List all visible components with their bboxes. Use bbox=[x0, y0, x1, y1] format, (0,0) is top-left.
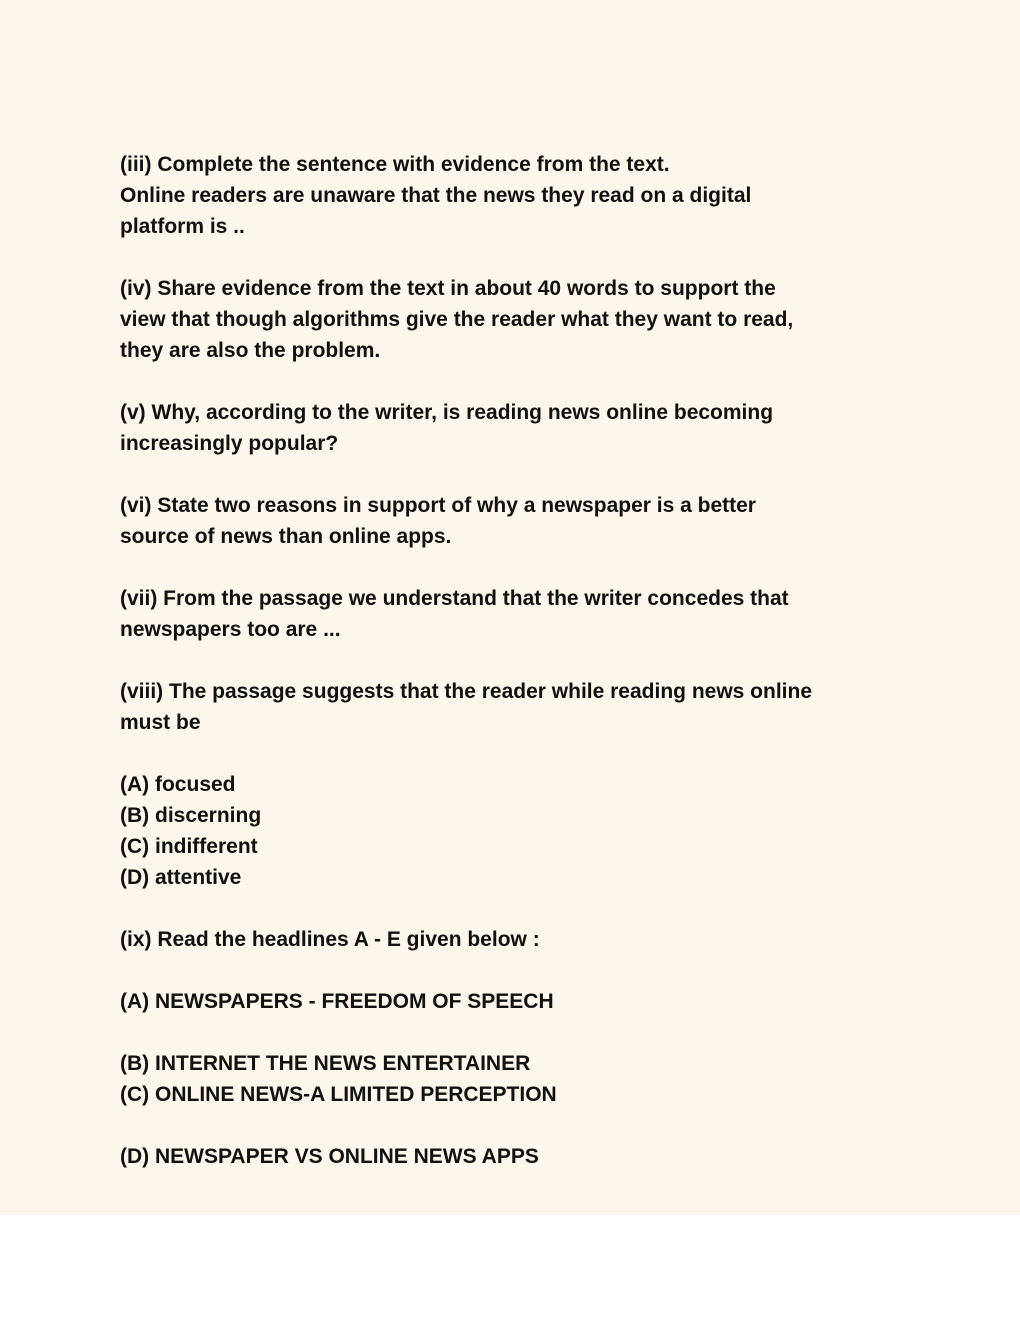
option-a: (A) focused bbox=[120, 773, 236, 796]
spacer bbox=[120, 1110, 910, 1141]
question-text: (vii) From the passage we understand that the writer concedes that bbox=[120, 587, 789, 610]
spacer bbox=[120, 1017, 910, 1048]
question-vii bbox=[120, 583, 910, 645]
question-text: (ix) Read the headlines A - E given below : bbox=[120, 928, 540, 951]
question-viii bbox=[120, 676, 910, 738]
headline-d: (D) NEWSPAPER VS ONLINE NEWS APPS bbox=[120, 1145, 539, 1168]
question-text: (vi) State two reasons in support of why a newspaper is a better bbox=[120, 494, 756, 517]
question-text: must be bbox=[120, 711, 201, 734]
question-iv bbox=[120, 273, 910, 366]
question-text: (iv) Share evidence from the text in about 40 words to support the bbox=[120, 277, 776, 300]
headline-a: (A) NEWSPAPERS - FREEDOM OF SPEECH bbox=[120, 990, 554, 1013]
headline-b: (B) INTERNET THE NEWS ENTERTAINER bbox=[120, 1052, 531, 1075]
question-text: platform is .. bbox=[120, 215, 245, 238]
spacer bbox=[120, 366, 910, 397]
option-b: (B) discerning bbox=[120, 804, 262, 827]
question-ix bbox=[120, 924, 910, 955]
question-iii bbox=[120, 149, 910, 242]
option-d: (D) attentive bbox=[120, 866, 242, 889]
spacer bbox=[120, 459, 910, 490]
options-list bbox=[120, 769, 910, 893]
spacer bbox=[120, 645, 910, 676]
headline-c: (C) ONLINE NEWS-A LIMITED PERCEPTION bbox=[120, 1083, 557, 1106]
spacer bbox=[120, 955, 910, 986]
question-text: (viii) The passage suggests that the reader while reading news online bbox=[120, 680, 813, 703]
question-text: Online readers are unaware that the news they read on a digital bbox=[120, 184, 752, 207]
question-vi bbox=[120, 490, 910, 552]
question-text: (iii) Complete the sentence with evidence from the text. bbox=[120, 153, 670, 176]
question-text: increasingly popular? bbox=[120, 432, 339, 455]
question-text: (v) Why, according to the writer, is reading news online becoming bbox=[120, 401, 774, 424]
question-text: they are also the problem. bbox=[120, 339, 381, 362]
spacer bbox=[120, 893, 910, 924]
document-content bbox=[120, 149, 910, 1172]
option-c: (C) indifferent bbox=[120, 835, 258, 858]
question-text: view that though algorithms give the reader what they want to read, bbox=[120, 308, 794, 331]
spacer bbox=[120, 738, 910, 769]
spacer bbox=[120, 242, 910, 273]
question-v bbox=[120, 397, 910, 459]
question-text: source of news than online apps. bbox=[120, 525, 452, 548]
question-text: newspapers too are ... bbox=[120, 618, 341, 641]
spacer bbox=[120, 552, 910, 583]
